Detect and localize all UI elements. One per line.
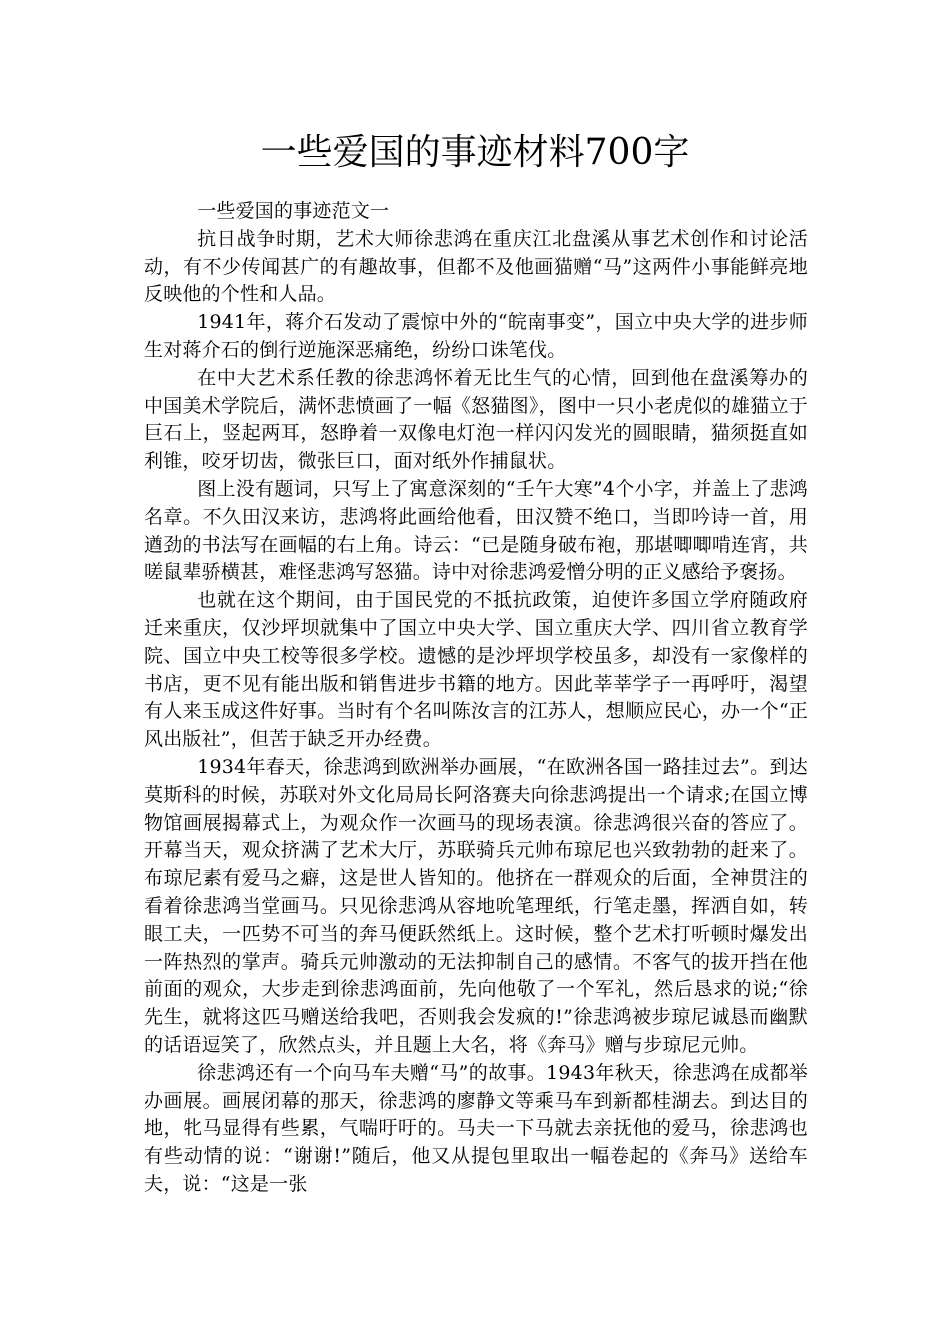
paragraph: 图上没有题词，只写上了寓意深刻的“壬午大寒”4个小字，并盖上了悲鸿名章。不久田汉来访，悲鸿将此画给他看，田汉赞不绝口，当即吟诗一首，用遒劲的书法写在画幅的右上角。诗云：“已是随身破布袍，那堪唧唧啃连宵，共嗟鼠辈骄横甚，难怪悲鸿写怒猫。诗中对徐悲鸿爱憎分明的正义感给予褒扬。 <box>144 477 808 584</box>
paragraph: 徐悲鸿还有一个向马车夫赠“马”的故事。1943年秋天，徐悲鸿在成都举办画展。画展闭幕的那天，徐悲鸿的廖静文等乘马车到新都桂湖去。到达目的地，牝马显得有些累，气喘吁吁的。马夫一下马就去亲抚他的爱马，徐悲鸿也有些动情的说：“谢谢!”随后，他又从提包里取出一幅卷起的《奔马》送给车夫，说：“这是一张 <box>144 1061 808 1195</box>
paragraph: 也就在这个期间，由于国民党的不抵抗政策，迫使许多国立学府随政府迁来重庆，仅沙坪坝就集中了国立中央大学、国立重庆大学、四川省立教育学院、国立中央工校等很多学校。遗憾的是沙坪坝学校虽多，却没有一家像样的书店，更不见有能出版和销售进步书籍的地方。因此莘莘学子一再呼吁，渴望有人来玉成这件好事。当时有个名叫陈汝言的江苏人，想顺应民心，办一个“正风出版社”，但苦于缺乏开办经费。 <box>144 589 808 751</box>
paragraph: 在中大艺术系任教的徐悲鸿怀着无比生气的心情，回到他在盘溪筹办的中国美术学院后，满怀悲愤画了一幅《怒猫图》，图中一只小老虎似的雄猫立于巨石上，竖起两耳，怒睁着一双像电灯泡一样闪闪发光的圆眼睛，猫须挺直如利锥，咬牙切齿，微张巨口，面对纸外作捕鼠状。 <box>144 366 808 473</box>
paragraph: 1934年春天，徐悲鸿到欧洲举办画展，“在欧洲各国一路挂过去”。到达莫斯科的时候，苏联对外文化局局长阿洛赛夫向徐悲鸿提出一个请求;在国立博物馆画展揭幕式上，为观众作一次画马的现场表演。徐悲鸿很兴奋的答应了。开幕当天，观众挤满了艺术大厅，苏联骑兵元帅布琼尼也兴致勃勃的赶来了。布琼尼素有爱马之癖，这是世人皆知的。他挤在一群观众的后面，全神贯注的看着徐悲鸿当堂画马。只见徐悲鸿从容地吮笔理纸，行笔走墨，挥洒自如，转眼工夫，一匹势不可当的奔马便跃然纸上。这时候，整个艺术打听顿时爆发出一阵热烈的掌声。骑兵元帅激动的无法抑制自己的感情。不客气的拔开挡在他前面的观众，大步走到徐悲鸿面前，先向他敬了一个军礼，然后恳求的说;“徐先生，就将这匹马赠送给我吧，否则我会发疯的!”徐悲鸿被步琼尼诚恳而幽默的话语逗笑了，欣然点头，并且题上大名，将《奔马》赠与步琼尼元帅。 <box>144 755 808 1056</box>
paragraph: 1941年，蒋介石发动了震惊中外的“皖南事变”，国立中央大学的进步师生对蒋介石的倒行逆施深恶痛绝，纷纷口诛笔伐。 <box>144 311 808 361</box>
paragraph: 抗日战争时期，艺术大师徐悲鸿在重庆江北盘溪从事艺术创作和讨论活动，有不少传闻甚广的有趣故事，但都不及他画猫赠“马”这两件小事能鲜亮地反映他的个性和人品。 <box>144 227 808 306</box>
document-body <box>144 198 808 1199</box>
document-title: 一些爱国的事迹材料700字 <box>260 132 690 173</box>
section-heading: 一些爱国的事迹范文一 <box>197 200 390 222</box>
